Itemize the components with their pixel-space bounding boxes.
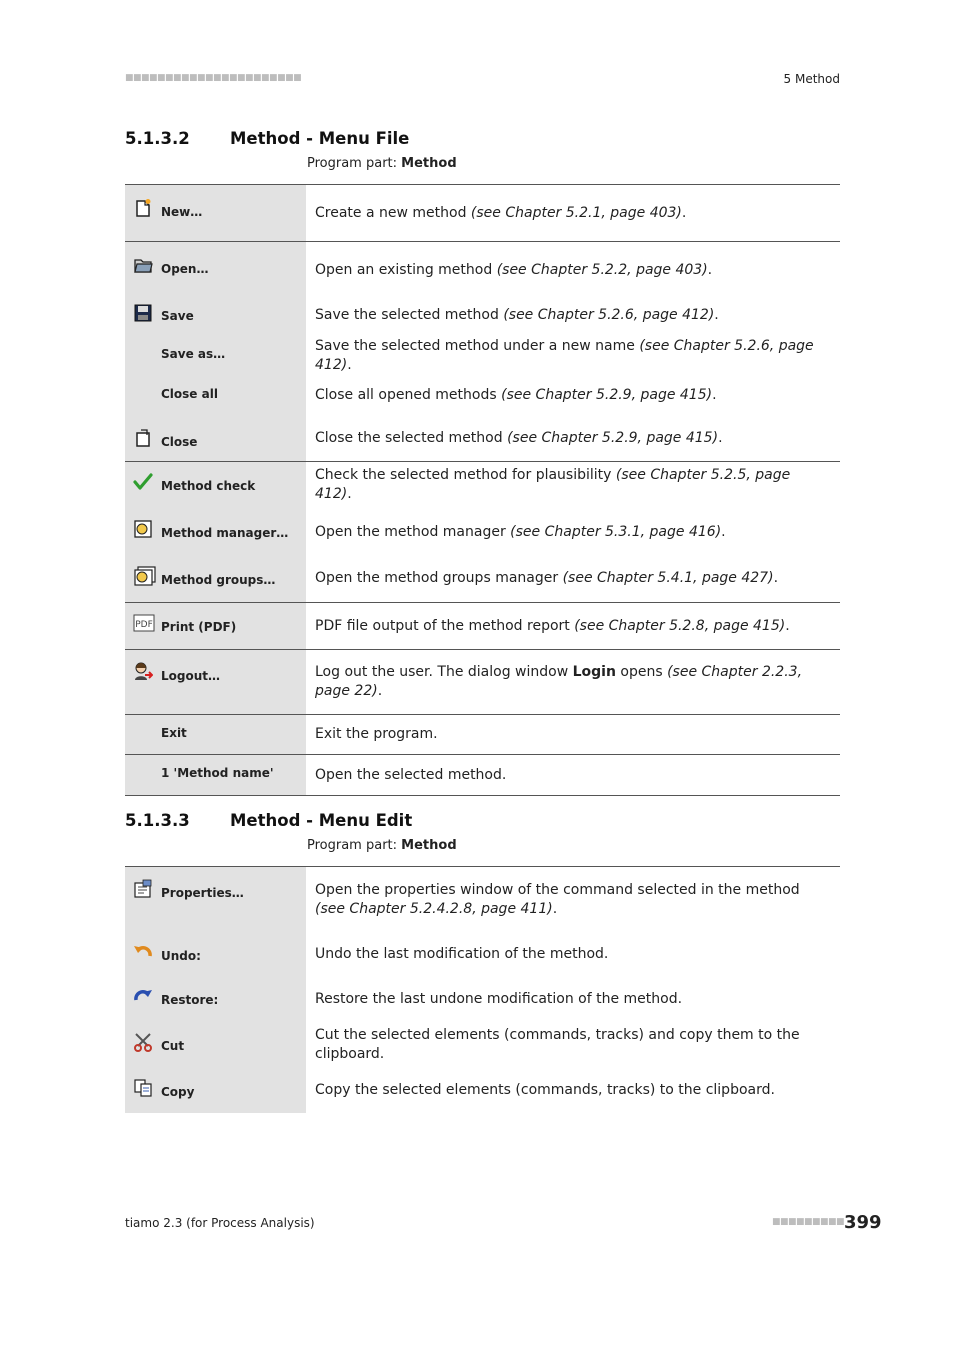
menu-label: Close all (161, 386, 218, 401)
table-row: New… Create a new method (see Chapter 5.2.1, page 403). (125, 185, 840, 242)
new-document-icon (133, 198, 153, 218)
menu-label: Print (PDF) (161, 620, 237, 634)
close-document-icon (133, 428, 153, 448)
program-part-label: Program part: (307, 156, 398, 171)
footer-product-title: tiamo 2.3 (for Process Analysis) (125, 1216, 315, 1230)
checkmark-icon (133, 472, 153, 492)
method-manager-icon (133, 519, 153, 539)
table-row: Cut Cut the selected elements (commands, tracks) and copy them to the clipboard. (125, 1022, 840, 1069)
table-row: Open… Open an existing method (see Chapter 5.2.2, page 403). (125, 242, 840, 296)
menu-label: Cut (161, 1038, 185, 1053)
program-part-label: Program part: (307, 838, 398, 853)
table-row: PDF Print (PDF) PDF file output of the method report (see Chapter 5.2.8, page 415). (125, 603, 840, 650)
menu-label: 1 'Method name' (161, 766, 274, 780)
table-row: Save Save the selected method (see Chapter 5.2.6, page 412). (125, 296, 840, 336)
menu-label: Properties… (161, 886, 244, 900)
section-title: Method - Menu Edit (230, 811, 413, 830)
svg-text:PDF: PDF (135, 620, 153, 630)
table-row: Close all Close all opened methods (see Chapter 5.2.9, page 415). (125, 376, 840, 416)
menu-label: Save as… (161, 346, 226, 361)
footer-decoration: ■■■■■■■■■ (772, 1217, 845, 1227)
copy-icon (133, 1078, 153, 1098)
table-row: Close Close the selected method (see Chapter 5.2.9, page 415). (125, 416, 840, 462)
menu-label: Copy (161, 1084, 195, 1099)
table-row: Logout… Log out the user. The dialog window Login opens (see Chapter 2.2.3, page 22). (125, 650, 840, 715)
menu-label: Exit (161, 726, 187, 740)
undo-icon (133, 942, 153, 962)
table-row: Undo: Undo the last modification of the method. (125, 933, 840, 977)
save-disk-icon (133, 303, 153, 323)
menu-edit-table (125, 866, 840, 1113)
table-row: Method groups… Open the method groups manager (see Chapter 5.4.1, page 427). (125, 556, 840, 603)
program-part-value: Method (401, 838, 457, 853)
menu-file-table (125, 184, 840, 796)
header-decoration: ■■■■■■■■■■■■■■■■■■■■■■ (125, 73, 302, 83)
table-row: Save as… Save the selected method under a new name (see Chapter 5.2.6, page 412). (125, 336, 840, 376)
menu-label: Method manager… (161, 525, 289, 540)
menu-label: Method groups… (161, 572, 276, 587)
menu-label: Close (161, 434, 198, 449)
menu-label: New… (161, 205, 203, 219)
section-heading-file (125, 129, 409, 148)
table-row: Copy Copy the selected elements (commands, tracks) to the clipboard. (125, 1069, 840, 1113)
header-chapter: 5 Method (783, 72, 840, 86)
section-number: 5.1.3.3 (125, 811, 190, 830)
section-title: Method - Menu File (230, 129, 410, 148)
logout-user-icon (133, 661, 153, 681)
table-row: 1 'Method name' Open the selected method. (125, 755, 840, 796)
properties-icon (133, 879, 153, 899)
table-row: Restore: Restore the last undone modification of the method. (125, 977, 840, 1022)
menu-label: Open… (161, 262, 209, 276)
menu-label: Restore: (161, 992, 219, 1007)
pdf-icon (133, 613, 155, 633)
table-row: Method check Check the selected method for plausibility (see Chapter 5.2.5, page 412). (125, 462, 840, 509)
open-folder-icon (133, 255, 153, 275)
page-number: 399 (844, 1212, 882, 1233)
section-number: 5.1.3.2 (125, 129, 190, 148)
table-row: Method manager… Open the method manager (see Chapter 5.3.1, page 416). (125, 509, 840, 556)
program-part-value: Method (401, 156, 457, 171)
menu-label: Method check (161, 479, 256, 493)
scissors-icon (133, 1032, 153, 1052)
menu-label: Undo: (161, 948, 201, 963)
table-row: Exit Exit the program. (125, 715, 840, 755)
table-row: Properties… Open the properties window of the command selected in the method (see Chapter 5.2.4.2.8, page 411). (125, 867, 840, 933)
method-groups-icon (133, 566, 157, 586)
program-part-edit (307, 838, 457, 853)
program-part-file (307, 156, 457, 171)
redo-icon (133, 986, 153, 1006)
menu-label: Logout… (161, 669, 221, 683)
menu-label: Save (161, 308, 194, 323)
section-heading-edit (125, 811, 412, 830)
